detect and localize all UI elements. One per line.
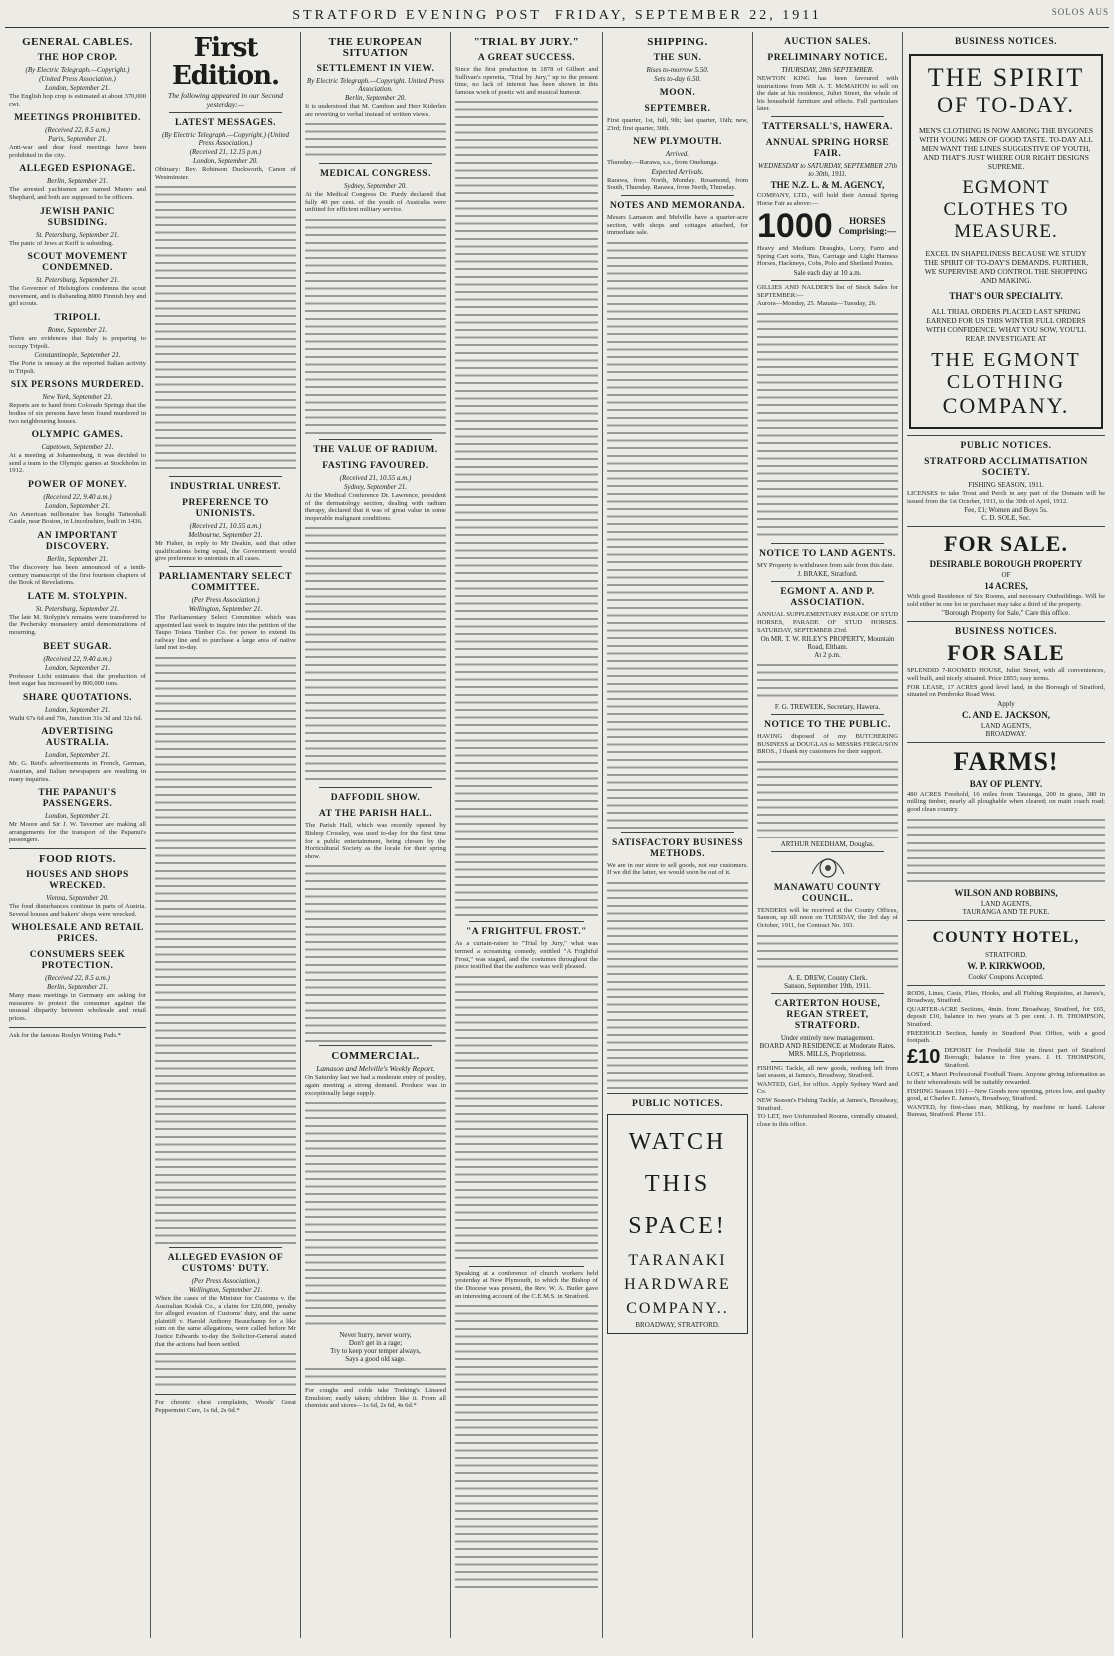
classified-ad: LOST, a Maori Professional Football Team. Anyone giving information as to their whereabouts will be suitably rewarded. <box>907 1071 1105 1087</box>
column-general-cables <box>5 32 151 1638</box>
divider <box>907 985 1105 986</box>
headline: NOTICE TO THE PUBLIC. <box>764 720 891 731</box>
section-title: PUBLIC NOTICES. <box>960 441 1052 451</box>
article-text-block <box>305 862 446 1042</box>
headline: PARLIAMENTARY SELECT COMMITTEE. <box>158 571 293 593</box>
article-body: MY Property is withdrawn from sale from this date. <box>757 561 894 569</box>
dateline: London, September 21. <box>45 812 110 821</box>
article-body: Messrs Lamason and Melville have a quarter-acre section, with shops and cottages attached, for immediate sale. <box>607 213 748 237</box>
article-text-block <box>455 98 598 918</box>
subheadline: DESIRABLE BOROUGH PROPERTY <box>929 559 1083 570</box>
section-title: BUSINESS NOTICES. <box>955 627 1057 638</box>
divider <box>907 920 1105 921</box>
article-body: GILLIES AND NALDER'S list of Stock Sales for SEPTEMBER:— <box>757 283 898 299</box>
headline: EGMONT A. AND P. ASSOCIATION. <box>780 587 875 609</box>
divider <box>621 195 734 196</box>
article-body: The arrested yachtsmen are named Munro and Shephard, and both are supposed to be officers. <box>9 186 146 201</box>
classified-ad: FISHING Tackle, all new goods, nothing left from last season, at James's, Broadway, Stratford. <box>757 1064 898 1080</box>
subheadline: AT THE PARISH HALL. <box>318 809 433 820</box>
subheadline: HOUSES AND SHOPS WRECKED. <box>26 869 129 891</box>
poem-line: Never hurry, never worry, <box>339 1331 412 1340</box>
masthead-paper-name: STRATFORD EVENING POST <box>292 8 542 23</box>
article-body: COMPANY, LTD., will hold their Annual Spring Horse Fair as above:— <box>757 191 898 207</box>
dateline: St. Petersburg, September 21. <box>35 604 120 613</box>
ad-text: WATCH <box>628 1128 727 1155</box>
sale-time: Sale each day at 10 a.m. <box>793 268 862 277</box>
coat-of-arms-icon <box>808 856 848 878</box>
source-line: (United Press Association.) <box>39 75 116 83</box>
headline: JEWISH PANIC SUBSIDING. <box>40 206 115 228</box>
subheadline: A GREAT SUCCESS. <box>477 53 576 63</box>
source-line: By Electric Telegraph.—Copyright. United Press Association. <box>306 77 445 93</box>
sunrise-line: Rises to-morrow 5.50. <box>646 66 709 74</box>
divider <box>169 1247 282 1248</box>
received-line: (Received 21, 10.55 a.m.) <box>189 522 262 531</box>
subheadline: SETTLEMENT IN VIEW. <box>316 64 435 74</box>
classified-ad: FREEHOLD Section, handy to Stratford Post Office, with a good footpath. <box>907 1029 1105 1045</box>
horse-count-row <box>757 208 898 244</box>
article-body: On MR. T. W. RILEY'S PROPERTY, Mountain Road, Eltham. <box>760 635 895 652</box>
agent-name: WILSON AND ROBBINS, <box>954 887 1058 898</box>
divider <box>607 1093 748 1094</box>
classified-ad: DEPOSIT for Freehold Site in finest part of Stratford Borough; balance in five years. J. H. THOMPSON, Stratford. <box>944 1046 1105 1069</box>
headline: NOTICE TO LAND AGENTS. <box>759 548 896 559</box>
article-body: 480 ACRES Freehold, 16 miles from Tauranga, 200 in grass, 380 in milling timber, nearly all ploughable when cleared; on main coach road; good clean country. <box>907 790 1105 813</box>
source-line: (Per Press Association.) <box>191 595 260 604</box>
ad-text: SPACE! <box>628 1212 727 1239</box>
agent-name: C. AND E. JACKSON, <box>961 709 1050 720</box>
source-line: (By Electric Telegraph.—Copyright.) (United Press Association.) <box>161 131 290 147</box>
ad-text: MEN'S CLOTHING IS NOW AMONG THE BYGONES WITH YOUNG MEN OF GOOD TASTE. TO-DAY ALL MEN WANT THE LINES SUGGESTIVE OF YOUTH, AND THAT'S JUST WHERE OUR RIGHT DESIGNS SUPREME. <box>919 126 1093 171</box>
received-line: (Received 22, 9.40 a.m.) <box>43 492 112 501</box>
advertisement-line: For coughs and colds take Tonking's Linseed Emulsion; easily taken; children like it. From all chemists and stores—1s 6d, 2s 6d, 4s 6d.* <box>305 1387 446 1410</box>
article-body: There are evidences that Italy is preparing to occupy Tripoli. <box>9 334 146 350</box>
article-text-block <box>305 216 446 436</box>
headline: COMMERCIAL. <box>331 1050 420 1063</box>
article-body: Aurora—Monday, 25. Manaia—Tuesday, 26. <box>757 300 877 308</box>
article-body: The Parish Hall, which was recently opened by Bishop Crossley, was used to-day for the first time for a public entertainment, being chosen by the Horticultural Society as the locale for their spring show. <box>305 822 446 860</box>
dateline: London, September 21. <box>45 751 110 760</box>
column-first-edition <box>151 32 301 1638</box>
article-text-block <box>607 879 748 1089</box>
headline: LATEST MESSAGES. <box>174 118 277 128</box>
dateline: Rome, September 21. <box>47 325 108 334</box>
ad-headline: THE SPIRIT <box>927 63 1085 92</box>
classified-ad: TO LET, two Unfurnished Rooms, centrally situated, close to this office. <box>757 1113 898 1128</box>
received-line: (Received 21, 10.55 a.m.) <box>339 473 412 482</box>
poem-line: Says a good old sage. <box>345 1355 406 1364</box>
source-line: (Per Press Association.) <box>191 1276 260 1285</box>
hotel-place: STRATFORD. <box>985 950 1027 959</box>
dateline: THURSDAY, 28th SEPTEMBER. <box>781 66 874 74</box>
article-text-block <box>757 932 898 972</box>
divider <box>469 921 584 922</box>
subheadline: Arrived. <box>665 150 690 159</box>
dateline: Berlin, September 21. <box>46 983 109 992</box>
dateline: St. Petersburg, September 21. <box>35 276 120 285</box>
signature: J. BRAKE, Stratford. <box>797 570 858 579</box>
dateline: Berlin, September 21. <box>46 177 109 186</box>
dateline: WEDNESDAY to SATURDAY, SEPTEMBER 27th to 30th, 1911. <box>758 161 897 178</box>
dateline: London, September 21. <box>45 501 110 510</box>
subheadline: BAY OF PLENTY. <box>969 778 1043 789</box>
headline: THE VALUE OF RADIUM. <box>313 444 438 455</box>
section-title: BUSINESS NOTICES. <box>955 37 1057 47</box>
dateline: Melbourne, September 21. <box>188 531 263 540</box>
article-body: The Parliamentary Select Committee which was appointed last week to inquire into the petition of the Taupo Totara Timber Co. for power to extend its railway line and to purchase a large area of native land met to-day. <box>155 613 296 652</box>
article-body: TENDERS will be received at the County Offices, Sanson, up till noon on TUESDAY, the 3rd day of October, 1911, for Contract No. 193. <box>757 906 898 930</box>
divider <box>169 476 282 477</box>
headline: NOTES AND MEMORANDA. <box>609 200 746 211</box>
masthead <box>5 5 1109 28</box>
article-body: Anti-war and dear food meetings have been prohibited in the city. <box>9 144 146 159</box>
article-body: The panic of Jews at Keiff is subsiding. <box>9 239 114 247</box>
article-body: Mr Fisher, in reply to Mr Deakin, said that other qualifications being equal, the Government would give preference to unionists in all cases. <box>155 540 296 563</box>
article-text-block <box>305 1099 446 1329</box>
ad-address: BROADWAY, STRATFORD. <box>635 1320 720 1329</box>
classified-ad: FISHING Season 1911—New Goods now opening, prices low, and quality good, at Charles E. James's, Broadway, Stratford. <box>907 1087 1105 1103</box>
classified-ad: WANTED, Girl, for office. Apply Sydney Ward and Co. <box>757 1080 898 1096</box>
divider <box>319 163 432 164</box>
article-text-block <box>757 661 898 701</box>
ad-text: THIS <box>644 1170 711 1197</box>
article-body: An American millionaire has bought Tattershall Castle, near Boston, in Lincolnshire, built in 1436. <box>9 510 146 526</box>
dateline: Sydney, September 20. <box>344 182 407 191</box>
article-text-block <box>305 1365 446 1385</box>
dateline: Capetown, September 21. <box>41 443 114 452</box>
classified-ad: WANTED, by first-class man, Milking, by machine or hand. Labour Bureau, Stratford. Phone 151. <box>907 1103 1105 1119</box>
headline: DAFFODIL SHOW. <box>330 793 421 804</box>
article-body: When the cases of the Minister for Customs v. the Australian Kodak Co., a claim for £20,000, penalty for alleged evasion of Customs' duty, and the same plaintiff v. Harold Anthony Beauchamp for a like sum on the same allegations, were called before Mr Justice Edwards to-day the Solicitor-General stated that the actions had been settled. <box>155 1294 296 1348</box>
horse-count: 1000 <box>757 207 833 246</box>
dateline: St. Petersburg, September 21. <box>35 230 120 239</box>
article-text-block <box>155 183 296 473</box>
ad-company: COMPANY. <box>942 393 1070 418</box>
column-business-notices <box>903 32 1109 1638</box>
article-text-block <box>305 120 446 160</box>
ad-company: HARDWARE <box>624 1275 731 1293</box>
ad-text: EXCEL IN SHAPELINESS BECAUSE WE STUDY THE SPIRIT OF TO-DAY'S DEMANDS. FURTHER, WE SUPERVISE AND CONTROL THE SHOPPING AND MAKING. <box>923 249 1089 285</box>
article-body: We are in our store to sell goods, not our customers. If we did the latter, we would soon be out of it. <box>607 861 748 877</box>
article-body: At the Medical Conference Dr. Lawrence, president of the dermatology section, dealing with radium therapy, declared that it was of great value in some inoperable malignant conditions. <box>305 491 446 522</box>
dateline: Berlin, September 21. <box>46 555 109 564</box>
headline: ALLEGED ESPIONAGE. <box>19 164 136 175</box>
headline: BEET SUGAR. <box>43 641 112 652</box>
headline: SHARE QUOTATIONS. <box>23 692 132 703</box>
column-shipping <box>603 32 753 1638</box>
taranaki-hardware-advertisement <box>607 1114 748 1334</box>
divider <box>907 435 1105 436</box>
divider <box>621 832 734 833</box>
classified-ad: NEW Season's Fishing Tackle, at James's, Broadway, Stratford. <box>757 1097 898 1112</box>
subheadline: Lamason and Melville's Weekly Report. <box>316 1064 435 1074</box>
article-body: The English hop crop is estimated at about 370,000 cwt. <box>9 93 146 108</box>
headline: FOOD RIOTS. <box>38 852 116 865</box>
dateline: Sanson, September 19th, 1911. <box>784 981 871 990</box>
divider <box>169 566 282 567</box>
page-number: SOLOS AUS <box>1051 7 1109 17</box>
headline: MANAWATU COUNTY COUNCIL. <box>773 882 882 904</box>
column-auction-sales <box>753 32 903 1638</box>
ad-headline: MEASURE. <box>954 221 1058 242</box>
article-body: Fee, £1; Women and Boys 5s. <box>964 506 1048 515</box>
article-body: The late M. Stolypin's remains were transferred to the Pechersky monastery amid demonstrations of mourning. <box>9 613 146 637</box>
article-body: Reports are to hand from Colorado Springs that the bodies of six persons have been found murdered in two neighbouring houses. <box>9 402 146 425</box>
subheadline: OF <box>1001 571 1011 580</box>
article-body: At a meeting at Johannesburg, it was decided to send a team to the Olympic games at Stockholm in 1912. <box>9 452 146 475</box>
article-body: HAVING disposed of my BUTCHERING BUSINESS at DOUGLAS to MESSRS FERGUSON BROS., I thank my customers for their support. <box>757 733 898 756</box>
ad-text: ALL TRIAL ORDERS PLACED LAST SPRING EARNED FOR US THIS WINTER FULL ORDERS WITH CONFIDENCE. WHAT YOU SOW, YOU'LL REAP. INVESTIGATE AT <box>925 307 1087 343</box>
source-line: (By Electric Telegraph.—Copyright.) <box>25 66 130 74</box>
classified-ad: QUARTER-ACRE Sections, 4min. from Broadway, Stratford, for £65, deposit £10, balance in two years at 5 per cent. J. H. THOMPSON, Stratford. <box>907 1005 1105 1028</box>
subheadline: WHOLESALE AND RETAIL PRICES. <box>11 923 144 945</box>
headline: SCOUT MOVEMENT CONDEMNED. <box>27 252 128 274</box>
headline: ADVERTISING AUSTRALIA. <box>41 727 114 749</box>
article-body: As a curtain-raiser to "Trial by Jury," what was termed a screaming comedy, entitled "A Frightful Frost," was staged, and the costumes throughout the piece testified that the audience was well pleased. <box>455 940 598 971</box>
divider <box>907 526 1105 527</box>
ad-company: COMPANY.. <box>626 1299 729 1317</box>
article-text-block <box>607 239 748 829</box>
divider <box>907 621 1105 622</box>
headline: THE PAPANUI'S PASSENGERS. <box>38 788 117 810</box>
hotel-heading: COUNTY HOTEL, <box>932 928 1080 946</box>
divider <box>771 116 884 117</box>
article-body: It is understood that M. Cambon and Herr Kiderlen are reverting to verbal instead of written views. <box>305 103 446 118</box>
headline: "TRIAL BY JURY." <box>473 36 580 48</box>
newspaper-page <box>5 5 1109 1645</box>
divider <box>169 112 282 113</box>
agent-line: TAURANGA AND TE PUKE. <box>962 907 1050 916</box>
for-sale-heading: FOR SALE. <box>944 531 1068 557</box>
article-body: Obituary: Rev. Robinson Duckworth, Canon of Westminster. <box>155 166 296 181</box>
subheadline: MOON. <box>659 88 696 98</box>
divider <box>907 742 1105 743</box>
article-body: SPLENDID 7-ROOMED HOUSE, Juliet Street, with all conveniences, well built, and nicely situated. Price £855; easy terms. <box>907 667 1105 682</box>
article-body: Rarawa, from North, Monday. Rosamond, from South, Thursday. Rarawa, from North, Thursday. <box>607 176 748 192</box>
article-body: Mr. G. Reid's advertisements in French, German, Austrian, and Italian newspapers are resulting in many inquiries. <box>9 760 146 783</box>
subheadline: SEPTEMBER. <box>644 104 711 114</box>
first-edition-title: First Edition. <box>171 33 280 91</box>
signature: C. D. SOLE, Sec. <box>981 514 1031 523</box>
poem-line: Don't get in a rage; <box>348 1339 403 1348</box>
hotel-proprietor: W. P. KIRKWOOD, <box>967 960 1045 971</box>
ad-company: TARANAKI <box>628 1251 727 1269</box>
farms-heading: FARMS! <box>953 746 1059 776</box>
article-body: BOARD AND RESIDENCE at Moderate Rates. <box>759 1041 896 1050</box>
signature: ARTHUR NEEDHAM, Douglas. <box>780 839 875 848</box>
article-body: With good Residence of Six Rooms, and necessary Outbuildings. Will be sold either in one lot or purchaser may take a third of the property. <box>907 593 1105 608</box>
dateline: Constantinople, September 21. <box>34 351 121 360</box>
headline: THE HOP CROP. <box>37 53 118 63</box>
article-body: At the Medical Congress Dr. Purdy declared that fully 40 per cent. of the youth of Australia were unfitted for efficient military service. <box>305 191 446 214</box>
article-body: The Governor of Helsingfors condemns the scout movement, and is disbanding 8000 Finnish boy and girl scouts. <box>9 285 146 308</box>
article-body: Since the first production in 1878 of Gilbert and Sullivan's operetta, "Trial by Jury," up to the present time, no lack of interest has been shown in this famous work of poetic wit and musical humour. <box>455 66 598 96</box>
dateline: Wellington, September 21. <box>188 604 263 613</box>
subheadline: 14 ACRES, <box>984 581 1028 592</box>
divider <box>319 1045 432 1046</box>
article-body: Under entirely new management. <box>780 1033 875 1042</box>
headline: AN IMPORTANT DISCOVERY. <box>37 531 118 553</box>
headline: PUBLIC NOTICES. <box>632 1098 723 1109</box>
divider <box>771 280 884 281</box>
article-body: Mr Moore and Sir J. W. Taverner are making all arrangements for the transport of the Papanui's passengers. <box>9 821 146 844</box>
article-body: Heavy and Medium Draughts, Lorry, Farm and Spring Cart sorts, 'Bus, Carriage and Light Harness Horses, Hackneys, Cobs, Polo and Shetland Ponies. <box>757 245 898 268</box>
headline: LATE M. STOLYPIN. <box>27 591 128 602</box>
agent-line: LAND AGENTS, <box>980 899 1032 908</box>
received-line: (Received 21, 12.15 p.m.) <box>189 148 262 156</box>
subheadline: NEW PLYMOUTH. <box>633 137 722 148</box>
sunset-line: Sets to-day 6.50. <box>654 75 701 83</box>
headline: INDUSTRIAL UNREST. <box>170 482 281 493</box>
contact-line: Apply <box>997 699 1015 708</box>
headline: "A FRIGHTFUL FROST." <box>466 927 587 938</box>
advertisement-line: For chronic chest complaints, Woods' Great Peppermint Cure, 1s 6d, 2s 6d.* <box>155 1399 296 1414</box>
article-body: Thursday.—Rarawa, s.s., from Onehunga. <box>607 159 719 167</box>
ad-headline: OF TO-DAY. <box>937 92 1075 117</box>
company-name: THE N.Z. L. & M. AGENCY, <box>770 179 885 190</box>
article-text-block <box>305 524 446 784</box>
agent-line: BROADWAY. <box>985 729 1027 738</box>
article-body: LICENSES to take Trout and Perch in any part of the Domain will be issued from the 1st October, 1911, to the 30th of April, 1912. <box>907 490 1105 505</box>
article-body: Professor Licht estimates that the production of beet sugar has increased by 800,000 tons. <box>9 672 146 688</box>
headline: OLYMPIC GAMES. <box>31 430 124 441</box>
headline: ALLEGED EVASION OF CUSTOMS' DUTY. <box>167 1252 284 1274</box>
dateline: London, September 20. <box>193 157 258 165</box>
divider <box>771 851 884 852</box>
article-body: On Saturday last we had a moderate entry of poultry, again meeting a strong demand. Produce was in exceptionally large supply. <box>305 1074 446 1097</box>
article-body: First quarter, 1st, full, 9th; last quarter, 16th; new, 23rd; first quarter, 30th. <box>607 117 748 132</box>
subheadline: THE SUN. <box>653 53 702 63</box>
section-title: GENERAL CABLES. <box>22 36 133 48</box>
article-text-block <box>757 310 898 540</box>
dateline: Sydney, September 21. <box>344 482 407 491</box>
advertisement-line: Ask for the famous Roslyn Writing Pads.* <box>9 1031 121 1039</box>
signature: MRS. MILLS, Proprietress. <box>788 1049 867 1058</box>
signature: A. E. DREW, County Clerk. <box>787 973 868 982</box>
dateline: New York, September 21. <box>42 393 113 402</box>
headline: CARTERTON HOUSE, REGAN STREET, STRATFORD. <box>774 998 881 1031</box>
received-line: (Received 22, 8.5 a.m.) <box>45 126 110 135</box>
headline: MEDICAL CONGRESS. <box>320 169 431 180</box>
divider <box>771 714 884 715</box>
subheadline: FASTING FAVOURED. <box>322 460 429 471</box>
divider <box>771 993 884 994</box>
egmont-clothing-advertisement <box>909 54 1103 429</box>
subheadline: FISHING SEASON, 1911. <box>968 481 1044 489</box>
divider <box>771 543 884 544</box>
contact-line: "Borough Property for Sale," Care this office. <box>941 609 1071 618</box>
dateline: Paris, September 21. <box>48 135 107 144</box>
classified-ad: RODS, Lines, Casts, Flies, Hooks, and all Fishing Requisites, at James's, Broadway, Stratford. <box>907 989 1105 1005</box>
article-body: Speaking at a conference of church workers held yesterday at New Plymouth, to which the Bishop of the Diocese was present, the Rev. W. A. Butler gave an interesting account of the C.E.M.S. in Stratford. <box>455 1269 598 1300</box>
headline: TRIPOLI. <box>54 312 101 323</box>
column-european-situation <box>301 32 451 1638</box>
divider <box>469 1266 584 1267</box>
column-trial-by-jury <box>451 32 603 1638</box>
divider <box>771 1061 884 1062</box>
subheadline: CONSUMERS SEEK PROTECTION. <box>29 950 126 972</box>
divider <box>9 848 146 849</box>
headline: TATTERSALL'S, HAWERA. <box>762 121 893 132</box>
dateline: Vienna, September 20. <box>46 893 109 902</box>
headline: POWER OF MONEY. <box>28 479 127 490</box>
section-title: AUCTION SALES. <box>784 37 871 47</box>
deposit-amount: £10 <box>907 1045 941 1068</box>
article-body: At 2 p.m. <box>814 651 841 660</box>
ad-tagline: THAT'S OUR SPECIALITY. <box>949 291 1063 301</box>
article-text-block <box>155 1350 296 1390</box>
headline: PRELIMINARY NOTICE. <box>767 53 888 63</box>
headline: THE EUROPEAN SITUATION <box>328 36 423 59</box>
signature: F. G. TREWEEK, Secretary, Hawera. <box>774 703 881 712</box>
ad-headline: EGMONT CLOTHES TO <box>943 177 1069 220</box>
divider <box>155 1394 296 1395</box>
dateline: London, September 21. <box>45 663 110 672</box>
article-text-block <box>455 973 598 1263</box>
divider <box>319 439 432 440</box>
poem-line: Try to keep your temper always, <box>330 1347 421 1356</box>
deposit-ad <box>907 1046 1105 1071</box>
article-text-block <box>155 654 296 1244</box>
for-sale-heading: FOR SALE <box>947 640 1065 666</box>
hotel-note: Cooks' Coupons Accepted. <box>968 972 1044 981</box>
article-text-block <box>907 816 1105 886</box>
subtitle: The following appeared in our Second yesterday:— <box>168 91 283 109</box>
article-body: ANNUAL SUPPLEMENTARY PARADE OF STUD HORSES, PARADE OF STUD HORSES. SATURDAY, SEPTEMBER 23rd. <box>757 611 898 634</box>
divider <box>771 581 884 582</box>
headline: STRATFORD ACCLIMATISATION SOCIETY. <box>924 457 1088 478</box>
masthead-date: FRIDAY, SEPTEMBER 22, 1911 <box>554 8 822 23</box>
agent-line: LAND AGENTS, <box>980 721 1032 730</box>
article-body: FOR LEASE, 17 ACRES good level land, in the Borough of Stratford, situated on Pembroke Road West. <box>907 683 1105 699</box>
article-text-block <box>757 758 898 838</box>
article-body: Many mass meetings in Germany are asking for measures to protect the consumer against the unusual disparity between wholesale and retail prices. <box>9 992 146 1022</box>
article-body: The food disturbances continue in parts of Austria. Several houses and bakers' shops were wrecked. <box>9 902 146 918</box>
article-body: Waihi 67s 6d and 70s, Junction 31s 3d and 32s 6d. <box>9 714 143 722</box>
article-text-block <box>455 1302 598 1592</box>
subheadline: ANNUAL SPRING HORSE FAIR. <box>765 137 890 159</box>
headline: SATISFACTORY BUSINESS METHODS. <box>612 837 743 859</box>
dateline: Berlin, September 20. <box>344 94 407 102</box>
article-body: The discovery has been announced of a tenth-century manuscript of the first fourteen chapters of the Book of Revelations. <box>9 564 146 587</box>
horse-label: HORSES Comprising:— <box>838 216 897 237</box>
divider <box>9 1027 146 1028</box>
received-line: (Received 22, 8.5 a.m.) <box>45 974 110 983</box>
dateline: London, September 21. <box>45 705 110 714</box>
headline: MEETINGS PROHIBITED. <box>14 113 141 124</box>
dateline: London, September 21. <box>45 84 110 92</box>
article-body: NEWTON KING has been favoured with instructions from MR A. T. McMAHON to sell on the date at his residence, Juliet Street, the whole of his household furniture and effects. Full particulars later. <box>757 75 898 113</box>
headline: SHIPPING. <box>647 36 708 48</box>
ad-company: THE EGMONT CLOTHING <box>931 349 1081 393</box>
article-body: The Porte is uneasy at the reported Italian activity in Tripoli. <box>9 360 146 375</box>
subheadline: PREFERENCE TO UNIONISTS. <box>182 498 269 520</box>
divider <box>319 787 432 788</box>
dateline: Wellington, September 21. <box>188 1285 263 1294</box>
subheadline: Expected Arrivals. <box>651 167 704 176</box>
received-line: (Received 22, 9.40 a.m.) <box>43 654 112 663</box>
headline: SIX PERSONS MURDERED. <box>10 380 145 391</box>
